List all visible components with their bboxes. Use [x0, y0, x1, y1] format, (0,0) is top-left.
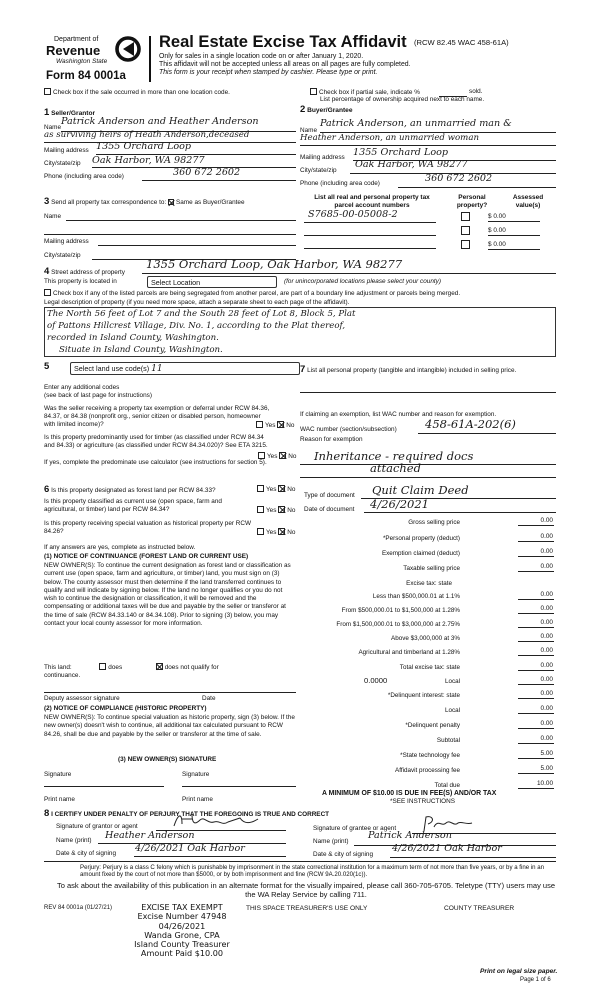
doc-type-value[interactable]: Quit Claim Deed: [372, 483, 469, 497]
delinq-penalty-value[interactable]: 0.00: [518, 720, 554, 729]
excise-state-label: Excise tax: state: [406, 580, 452, 587]
seller-city-label: City/state/zip: [44, 160, 81, 167]
corr-city-label: City/state/zip: [44, 252, 81, 259]
tech-fee-value[interactable]: 5.00: [518, 750, 554, 759]
assessed-value-3[interactable]: $ 0.00: [488, 241, 540, 250]
delinq-interest-state-label: *Delinquent interest: state: [387, 692, 460, 699]
partial-sale-checkbox[interactable]: [310, 88, 317, 95]
tier4-label: Above $3,000,000 at 3%: [391, 635, 460, 642]
header-note-1: Only for sales in a single location code on or after January 1, 2020.: [159, 53, 364, 60]
ag-timber-value[interactable]: 0.00: [518, 647, 554, 656]
this-land-row: This land: does does not qualify for: [44, 664, 219, 671]
legal-description-box[interactable]: [44, 307, 556, 357]
taxable-price-value[interactable]: 0.00: [518, 563, 554, 572]
new-owner-print-name-1: Print name: [44, 796, 75, 803]
perjury-notice: Perjury: Perjury is a class C felony which is punishable by imprisonment in the state correctional institution for a maximum term of not more than five years, or by a fine in an amount fixed by the court of not more than $5000, or by both imprisonment and fine (RCW 9A.20.020(1c)).: [80, 864, 545, 879]
land-use-select[interactable]: Select land use code(s) 11: [70, 362, 300, 375]
tier4-value[interactable]: 0.00: [518, 633, 554, 642]
section-5-number: 5: [44, 361, 50, 372]
personal-deduct-label: *Personal property (deduct): [382, 535, 460, 542]
header-note-3: This form is your receipt when stamped by cashier. Please type or print.: [159, 69, 378, 76]
does-not-qualify-checkbox[interactable]: [156, 663, 163, 670]
deputy-date-label: Date: [202, 695, 216, 702]
form-number: Form 84 0001a: [46, 70, 126, 82]
seller-name-line1[interactable]: Patrick Anderson and Heather Anderson: [61, 116, 259, 127]
historic-question: Is this property receiving special valuation as historical property per RCW 84.26?: [44, 520, 252, 535]
delinq-interest-state-value[interactable]: 0.00: [518, 690, 554, 699]
revision-label: REV 84 0001a (01/27/21): [44, 905, 113, 911]
tier2-value[interactable]: 0.00: [518, 605, 554, 614]
new-owner-signature-title: (3) NEW OWNER(S) SIGNATURE: [118, 756, 217, 763]
located-in-label: This property is located in: [44, 278, 117, 285]
see-instructions-note: *SEE INSTRUCTIONS: [390, 798, 455, 805]
new-owner-signature-2: Signature: [182, 771, 210, 778]
parcels-header: List all real and personal property tax parcel account numbers: [314, 194, 430, 209]
partial-sale-checkbox-row[interactable]: Check box if partial sale, indicate %: [310, 88, 420, 97]
grantee-name-value[interactable]: Patrick Anderson: [368, 830, 452, 841]
corr-name-label: Name: [44, 213, 62, 220]
form-title: Real Estate Excise Tax Affidavit: [159, 33, 407, 51]
location-select[interactable]: Select Location: [147, 276, 277, 288]
rcw-reference: (RCW 82.45 WAC 458-61A): [414, 38, 509, 47]
historic-yes-no[interactable]: Yes No: [257, 528, 295, 537]
header-note-2: This affidavit will not be accepted unless all areas on all pages are fully completed.: [159, 61, 411, 68]
reason-line-2[interactable]: attached: [370, 461, 421, 475]
grantor-date-city-value[interactable]: 4/26/2021 Oak Harbor: [135, 843, 245, 854]
grantor-date-city-label: Date & city of signing: [56, 850, 117, 857]
total-due-value[interactable]: 10.00: [518, 780, 554, 789]
treasurer-use-label: THIS SPACE TREASURER'S USE ONLY: [246, 905, 368, 912]
ag-timber-label: Agricultural and timberland at 1.28%: [358, 649, 460, 656]
affidavit-fee-value[interactable]: 5.00: [518, 765, 554, 774]
buyer-phone-label: Phone (including area code): [300, 180, 380, 187]
personal-property-checkbox-2[interactable]: [461, 226, 470, 235]
page-number: Page 1 of 6: [520, 977, 551, 983]
wac-number-value[interactable]: 458-61A-202(6): [425, 417, 516, 431]
grantee-date-city-label: Date & city of signing: [313, 851, 374, 858]
doc-date-value[interactable]: 4/26/2021: [370, 497, 429, 511]
additional-codes-label: Enter any additional codes: [44, 384, 120, 391]
timber-ag-question: Is this property predominantly used for timber (as classified under RCW 84.34 and 84.33) or agriculture (as classified under RCW 84.34.020)? See ETA 3215.: [44, 434, 268, 449]
exemption-deduct-value[interactable]: 0.00: [518, 548, 554, 557]
local-label: Local: [444, 678, 460, 685]
legal-line-3: recorded in Island County, Washington.: [47, 333, 219, 343]
dept-label: Department of: [54, 36, 99, 43]
county-treasurer-label: COUNTY TREASURER: [444, 905, 515, 912]
same-as-buyer-checkbox[interactable]: [168, 199, 174, 205]
revenue-label: Revenue: [46, 43, 101, 58]
treasurer-stamp: EXCISE TAX EXEMPT Excise Number 47948 04/26/2021 Wanda Grone, CPA Island County Treasurer Amount Paid $10.00: [134, 902, 230, 959]
local2-label: Local: [444, 707, 460, 714]
tax-correspondence-label: 3 Send all property tax correspondence to: Same as Buyer/Grantee: [44, 196, 245, 207]
buyer-name-line2[interactable]: Heather Anderson, an unmarried woman: [300, 133, 479, 143]
forest-land-question: 6 Is this property designated as forest land per RCW 84.33?: [44, 484, 216, 495]
doc-type-label: Type of document: [304, 492, 355, 499]
legal-line-2: of Pattons Hillcrest Village, Div. No. 1, according to the Plat thereof,: [47, 321, 346, 331]
notice-compliance-text: NEW OWNER(S): To continue special valuation as historic property, sign (3) below. If the new owner(s) doesn't wish to continue, all additional tax calculated pursuant to RCW 84.26, shall be due and payable by the seller or transferor at the time of sale.: [44, 714, 295, 738]
street-address-label: 4 Street address of property: [44, 266, 125, 277]
personal-property-header: Personal property?: [456, 194, 488, 209]
new-owner-signature-1: Signature: [44, 771, 72, 778]
buyer-mailing-label: Mailing address: [300, 154, 345, 161]
reason-line-1[interactable]: Inheritance - required docs: [314, 449, 474, 463]
assessed-value-1[interactable]: $ 0.00: [488, 213, 540, 222]
total-state-value[interactable]: 0.00: [518, 662, 554, 671]
any-yes-note: If any answers are yes, complete as instructed below.: [44, 544, 196, 551]
dor-emblem-icon: [114, 36, 144, 62]
doc-date-label: Date of document: [304, 506, 355, 513]
corr-mailing-label: Mailing address: [44, 238, 89, 245]
buyer-name-line1[interactable]: Patrick Anderson, an unmarried man &: [320, 118, 512, 129]
legal-line-4: Situate in Island County, Washington.: [59, 345, 223, 355]
continuance-label: continuance.: [44, 672, 81, 679]
new-owner-print-name-2: Print name: [182, 796, 213, 803]
buyer-phone-value[interactable]: 360 672 2602: [425, 173, 493, 184]
buyer-name-label: Name: [300, 127, 318, 134]
minimum-fee-note: A MINIMUM OF $10.00 IS DUE IN FEE(S) AND/OR TAX: [322, 790, 497, 797]
delinq-penalty-label: *Delinquent penalty: [405, 722, 460, 729]
subtotal-label: Subtotal: [436, 737, 460, 744]
subtotal-value[interactable]: 0.00: [518, 735, 554, 744]
total-due-label: Total due: [434, 782, 460, 789]
segregated-checkbox-row[interactable]: Check box if any of the listed parcels are being segregated from another parcel, are part of a boundary line adjustment or parcels being merged.: [44, 289, 460, 298]
timber-ag-yes-no[interactable]: Yes No: [258, 452, 296, 461]
exemption-deferral-question: Was the seller receiving a property tax exemption or deferral under RCW 84.36, 84.37, or 84.38 (nonprofit org., senior citizen or disabled person, homeowner with limited income)?: [44, 405, 270, 428]
grantor-name-label: Name (print): [56, 837, 92, 844]
forest-land-yes-no[interactable]: Yes No: [257, 485, 295, 494]
percentage-note: List percentage of ownership acquired next to each name.: [320, 96, 485, 103]
seller-name-label: Name: [44, 124, 62, 131]
tier1-label: Less than $500,000.01 at 1.1%: [372, 593, 460, 600]
taxable-price-label: Taxable selling price: [403, 565, 460, 572]
legal-line-1: The North 56 feet of Lot 7 and the South 28 feet of Lot 8, Block 5, Plat: [47, 309, 356, 319]
personal-deduct-value[interactable]: 0.00: [518, 533, 554, 542]
seller-phone-value[interactable]: 360 672 2602: [173, 167, 241, 178]
exemption-claim-label: If claiming an exemption, list WAC number and reason for exemption.: [300, 411, 497, 418]
alternate-format-notice: To ask about the availability of this publication in an alternate format for the visually impaired, please call 360-705-6705. Teletype (TTY) users may use the WA Relay Service by calling 711.: [56, 881, 556, 899]
unincorporated-note: (for unincorporated locations please select your county): [284, 278, 442, 285]
certify-statement: 8 I CERTIFY UNDER PENALTY OF PERJURY THAT THE FOREGOING IS TRUE AND CORRECT: [44, 808, 330, 819]
tech-fee-label: *State technology fee: [400, 752, 460, 759]
see-back-note: (see back of last page for instructions): [44, 392, 152, 399]
grantor-name-value[interactable]: Heather Anderson: [105, 830, 195, 841]
affidavit-fee-label: Affidavit processing fee: [395, 767, 460, 774]
tier1-value[interactable]: 0.00: [518, 591, 554, 600]
grantee-name-label: Name (print): [313, 838, 349, 845]
grantor-signature[interactable]: [170, 810, 262, 832]
notice-continuance-text: NEW OWNER(S): To continue the current designation as forest land or classification as current use (open space, farm and agriculture, or timber) land, you must sign on (3) below. The county assessor must then determine if the land transferred continues to qualify and will indicate by signing below. If the land no longer qualifies or you do not wish to continue the designation or classification, it will be removed and the compensating or additional taxes will be due and payable by the seller or transferor at the time of sale (RCW 84.33.140 or 84.34.108). Prior to signing (3) below, you may contact your local county assessor for more information.: [44, 562, 291, 627]
wac-number-label: WAC number (section/subsection): [300, 426, 397, 433]
seller-mailing-label: Mailing address: [44, 147, 89, 154]
seller-city-value[interactable]: Oak Harbor, WA 98277: [92, 155, 205, 166]
seller-name-line2[interactable]: as surviving heirs of Heath Anderson,deceased: [44, 130, 250, 140]
grantor-signature-label: Signature of grantor or agent: [56, 823, 138, 830]
gross-price-label: Gross selling price: [408, 519, 460, 526]
street-address-value[interactable]: 1355 Orchard Loop, Oak Harbor, WA 98277: [146, 257, 403, 271]
personal-property-checkbox-3[interactable]: [461, 240, 470, 249]
legal-paper-note: Print on legal size paper.: [480, 968, 558, 975]
parcel-number-1[interactable]: S7685-00-05008-2: [308, 209, 398, 220]
predominate-use-note: If yes, complete the predominate use calculator (see instructions for section 5).: [44, 459, 267, 466]
exemption-deduct-label: Exemption claimed (deduct): [381, 550, 460, 557]
seller-section-heading: 1 Seller/Grantor: [44, 107, 96, 118]
current-use-question: Is this property classified as current use (open space, farm and agricultural, or timber) land per RCW 84.34?: [44, 498, 222, 513]
local-value[interactable]: 0.00: [518, 676, 554, 685]
buyer-mailing-value[interactable]: 1355 Orchard Loop: [353, 147, 449, 158]
tier3-value[interactable]: 0.00: [518, 619, 554, 628]
buyer-section-heading: 2 Buyer/Grantee: [300, 104, 353, 115]
local2-value[interactable]: 0.00: [518, 705, 554, 714]
multi-location-checkbox-row[interactable]: Check box if the sale occurred in more than one location code.: [44, 88, 230, 97]
gross-price-value[interactable]: 0.00: [518, 517, 554, 526]
tier3-label: From $1,500,000.01 to $3,000,000 at 2.75%: [336, 621, 460, 628]
seller-phone-label: Phone (including area code): [44, 173, 124, 180]
exemption-deferral-yes-no[interactable]: Yes No: [256, 421, 294, 430]
grantee-signature-label: Signature of grantee or agent: [313, 825, 397, 832]
tier2-label: From $500,000.01 to $1,500,000 at 1.28%: [341, 607, 460, 614]
segregated-checkbox[interactable]: [44, 289, 51, 296]
buyer-city-label: City/state/zip: [300, 167, 337, 174]
multi-location-checkbox[interactable]: [44, 88, 51, 95]
current-use-yes-no[interactable]: Yes No: [257, 506, 295, 515]
personal-property-list-label: 7 List all personal property (tangible and intangible) included in selling price.: [300, 364, 517, 375]
sold-label: sold.: [469, 88, 483, 95]
legal-description-label: Legal description of property (if you need more space, attach a separate sheet to each page of the affidavit).: [44, 299, 350, 306]
deputy-signature-label: Deputy assessor signature: [44, 695, 120, 702]
assessed-value-header: Assessed value(s): [512, 194, 544, 209]
reason-label: Reason for exemption: [300, 436, 363, 443]
notice-continuance-title: (1) NOTICE OF CONTINUANCE (FOREST LAND OR CURRENT USE): [44, 553, 249, 560]
total-state-label: Total excise tax: state: [399, 664, 460, 671]
seller-mailing-value[interactable]: 1355 Orchard Loop: [96, 141, 192, 152]
notice-compliance-title: (2) NOTICE OF COMPLIANCE (HISTORIC PROPERTY): [44, 705, 207, 712]
assessed-value-2[interactable]: $ 0.00: [488, 227, 540, 236]
state-label: Washington State: [56, 58, 108, 65]
personal-property-checkbox-1[interactable]: [461, 212, 470, 221]
grantee-date-city-value[interactable]: 4/26/2021 Oak Harbor: [392, 843, 502, 854]
does-qualify-checkbox[interactable]: [99, 663, 106, 670]
local-rate-value[interactable]: 0.0000: [364, 676, 388, 685]
buyer-city-value[interactable]: Oak Harbor, WA 98277: [355, 159, 468, 170]
